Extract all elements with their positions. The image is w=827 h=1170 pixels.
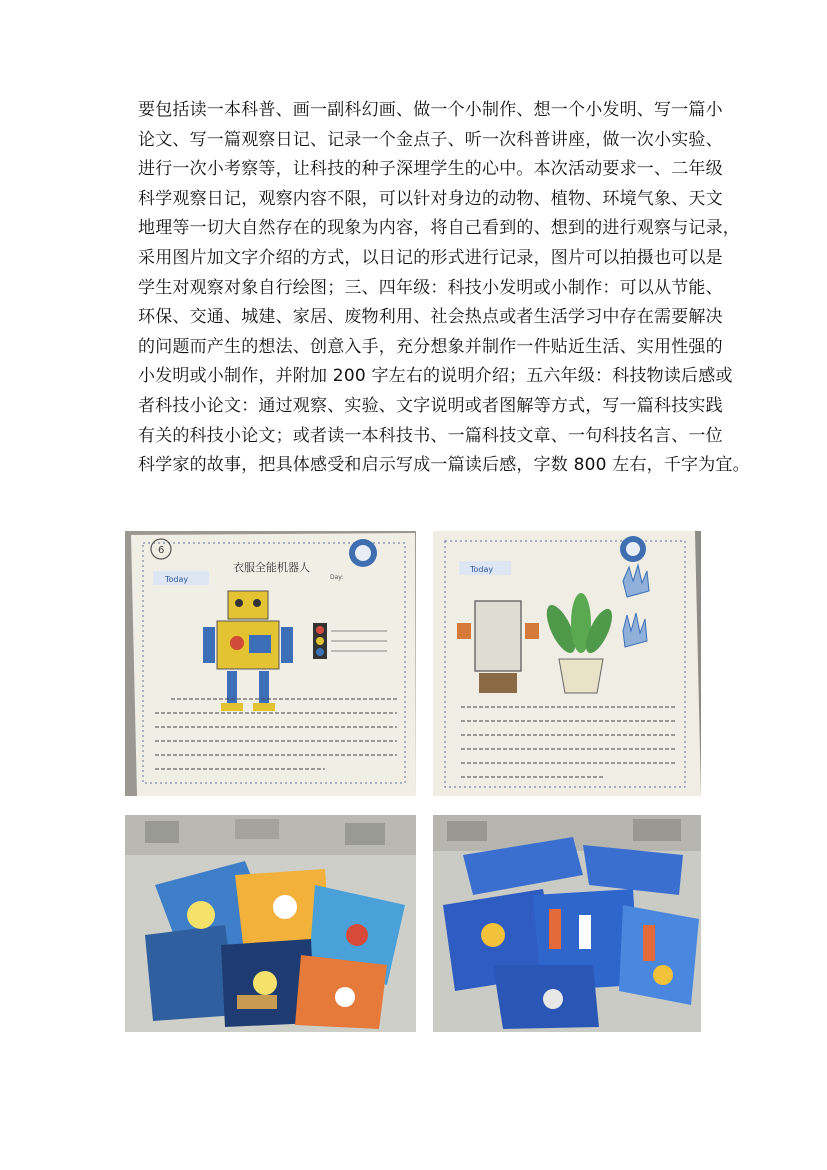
paragraph-line: 的问题而产生的想法、创意入手，充分想象并制作一件贴近生活、实用性强的	[138, 336, 723, 357]
paragraph-line: 者科技小论文：通过观察、实验、文字说明或者图解等方式，写一篇科技实践	[138, 395, 723, 416]
date-label: Day:	[330, 574, 344, 581]
paragraph-line: 学生对观察对象自行绘图；三、四年级：科技小发明或小制作：可以从节能、	[138, 277, 723, 298]
sci-fi-drawings-photo-2	[433, 815, 701, 1032]
robot-diary-photo	[125, 531, 416, 796]
diary-title: 衣服全能机器人	[233, 561, 310, 574]
sci-fi-drawings-photo-1	[125, 815, 416, 1032]
paragraph-line: 科学观察日记，观察内容不限，可以针对身边的动物、植物、环境气象、天文	[138, 188, 723, 209]
day-number: 6	[158, 545, 165, 556]
brand-label: Today	[165, 575, 189, 584]
paragraph-line: 小发明或小制作，并附加 200 字左右的说明介绍；五六年级：科技物读后感或	[138, 366, 733, 387]
plants-diary-photo	[433, 531, 701, 796]
paragraph-line: 论文、写一篇观察日记、记录一个金点子、听一次科普讲座，做一次小实验、	[138, 129, 723, 150]
paragraph-line: 环保、交通、城建、家居、废物利用、社会热点或者生活学习中存在需要解决	[138, 307, 723, 328]
brand-label: Today	[470, 565, 494, 574]
paragraph-line: 进行一次小考察等，让科技的种子深埋学生的心中。本次活动要求一、二年级	[138, 159, 723, 180]
paragraph-line: 要包括读一本科普、画一副科幻画、做一个小制作、想一个小发明、写一篇小	[138, 100, 723, 120]
paragraph-line: 有关的科技小论文；或者读一本科技书、一篇科技文章、一句科技名言、一位	[138, 425, 723, 446]
article-paragraph	[138, 96, 750, 481]
paragraph-line: 科学家的故事，把具体感受和启示写成一篇读后感，字数 800 左右，千字为宜。	[138, 455, 750, 476]
paragraph-line: 采用图片加文字介绍的方式，以日记的形式进行记录，图片可以拍摄也可以是	[138, 247, 723, 268]
paragraph-line: 地理等一切大自然存在的现象为内容，将自己看到的、想到的进行观察与记录，	[138, 218, 740, 239]
